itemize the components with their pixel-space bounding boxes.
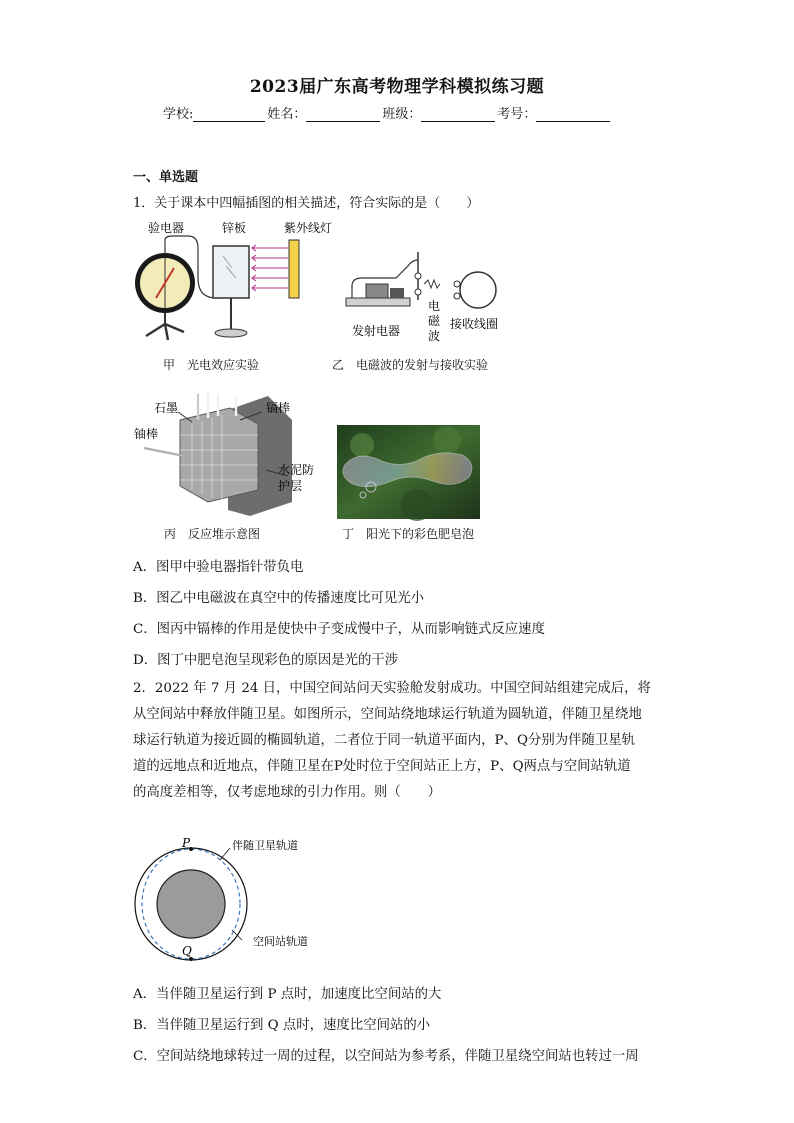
fig-ding-caption: 丁 阳光下的彩色肥皂泡 [342, 527, 475, 541]
label-receiver: 接收线圈 [450, 317, 499, 331]
label-uv-lamp: 紫外线灯 [284, 221, 333, 235]
class-label: 班级： [382, 107, 422, 122]
student-info-row [163, 103, 612, 122]
exam-number-field[interactable] [536, 107, 610, 122]
section-heading: 一、单选题 [133, 170, 199, 185]
q2-option-b[interactable]: B．当伴随卫星运行到 Q 点时，速度比空间站的小 [133, 1018, 431, 1033]
exam-number-label: 考号： [497, 107, 537, 122]
fig-jia-photoelectric [128, 218, 338, 348]
label-graphite: 石墨 [154, 401, 179, 415]
label-companion-orbit: 伴随卫星轨道 [232, 839, 298, 852]
uranium-rod [144, 448, 184, 456]
fig-yi-em-waves [338, 238, 508, 344]
label-cadmium-rod: 镉棒 [266, 401, 291, 415]
label-electroscope: 验电器 [148, 221, 185, 235]
q2-line-1: 2．2022 年 7 月 24 日，中国空间站问天实验舱发射成功。中国空间站组建完成后，将 [133, 681, 651, 696]
uv-rays [252, 245, 288, 291]
label-concrete-1: 水泥防 [278, 463, 315, 477]
zinc-stand-base [215, 329, 247, 337]
q1-option-a[interactable]: A．图甲中验电器指针带负电 [133, 560, 304, 575]
school-label: 学校: [163, 107, 194, 122]
label-zinc-plate: 锌板 [222, 221, 247, 235]
fig-bing-reactor [134, 390, 330, 520]
q1-option-b[interactable]: B．图乙中电磁波在真空中的传播速度比可见光小 [133, 591, 425, 606]
page-title: 2023届广东高考物理学科模拟练习题 [249, 77, 545, 97]
receiver-loop [460, 272, 496, 308]
q2-line-4: 道的远地点和近地点，伴随卫星在P处时位于空间站正上方，P、Q两点与空间站轨道 [133, 759, 631, 774]
fig-bing-caption: 丙 反应堆示意图 [164, 527, 261, 541]
label-concrete-2: 护层 [278, 479, 303, 493]
label-q: Q [182, 944, 192, 958]
q2-option-a[interactable]: A．当伴随卫星运行到 P 点时，加速度比空间站的大 [133, 987, 442, 1002]
induction-coil [366, 284, 388, 298]
fig-jia-caption: 甲 光电效应实验 [163, 358, 260, 372]
uv-lamp [289, 240, 299, 298]
school-field[interactable] [193, 107, 265, 122]
name-field[interactable] [306, 107, 380, 122]
label-dian: 电 [428, 299, 441, 313]
q1-option-d[interactable]: D．图丁中肥皂泡呈现彩色的原因是光的干涉 [133, 653, 399, 668]
tripod-base [146, 324, 184, 340]
label-bo: 波 [428, 329, 441, 343]
q2-line-5: 的高度差相等，仅考虑地球的引力作用。则（ ） [133, 785, 441, 800]
q1-option-c[interactable]: C．图丙中镉棒的作用是使快中子变成慢中子，从而影响链式反应速度 [133, 622, 545, 637]
fig-ding-soap-bubble-photo [337, 425, 480, 519]
q2-option-c[interactable]: C．空间站绕地球转过一周的过程，以空间站为参考系，伴随卫星绕空间站也转过一周 [133, 1049, 639, 1064]
label-transmitter: 发射电器 [352, 324, 401, 338]
q2-line-3: 球运行轨道为接近圆的椭圆轨道，二者位于同一轨道平面内，P、Q分别为伴随卫星轨 [133, 733, 636, 748]
label-station-orbit: 空间站轨道 [253, 935, 308, 948]
spark-wave [424, 280, 440, 288]
q1-stem: 1．关于课本中四幅插图的相关描述，符合实际的是（ ） [133, 196, 480, 211]
name-label: 姓名： [267, 107, 307, 122]
label-uranium-rod: 铀棒 [134, 427, 159, 441]
label-p: P [182, 836, 191, 850]
q2-line-2: 从空间站中释放伴随卫星。如图所示，空间站绕地球运行轨道为圆轨道，伴随卫星绕地 [133, 707, 642, 722]
earth [157, 870, 225, 938]
label-ci: 磁 [428, 314, 441, 328]
q2-stem [133, 676, 665, 806]
fig-yi-caption: 乙 电磁波的发射与接收实验 [332, 358, 489, 372]
q2-orbit-figure [130, 834, 330, 969]
class-field[interactable] [421, 107, 495, 122]
transmitter-base [346, 298, 410, 306]
